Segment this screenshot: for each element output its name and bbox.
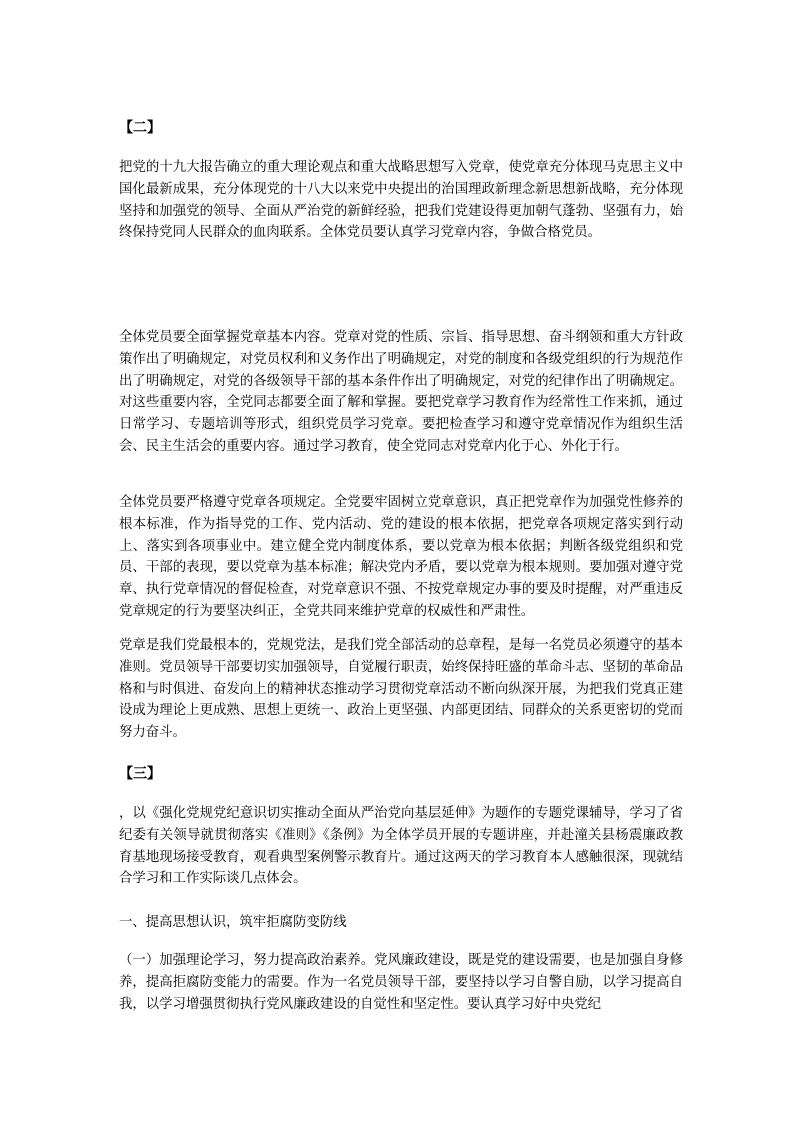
- paragraph-intro: 把党的十九大报告确立的重大理论观点和重大战略思想写入党章，使党章充分体现马克思主义中国化最新成果，充分体现党的十八大以来党中央提出的治国理政新理念新思想新战略，充分体现坚持和加强党的领导、全面从严治党的新鲜经验，把我们党建设得更加朝气蓬勃、坚强有力，始终保持党同人民群众的血肉联系。全体党员要认真学习党章内容，争做合格党员。: [119, 160, 683, 241]
- paragraph-fundamental: 党章是我们党最根本的，党规党法，是我们党全部活动的总章程，是每一名党员必须遵守的基本准则。党员领导干部要切实加强领导，自觉履行职责，始终保持旺盛的革命斗志、坚韧的革命品格和与时俱进、奋发向上的精神状态推动学习贯彻党章活动不断向纵深开展，为把我们党真正建设成为理论上更成熟、思想上更统一、政治上更坚强、内部更团结、同群众的关系更密切的党而努力奋斗。: [119, 638, 683, 741]
- paragraph-theory-study: （一）加强理论学习，努力提高政治素养。党风廉政建设，既是党的建设需要，也是加强自身修养，提高拒腐防变能力的需要。作为一名党员领导干部，要坚持以学习自警自励，以学习提高自我，以学习增强贯彻执行党风廉政建设的自觉性和坚定性。要认真学习好中央党纪: [119, 953, 683, 1012]
- paragraph-obey-rules: 全体党员要严格遵守党章各项规定。全党要牢固树立党章意识，真正把党章作为加强党性修养的根本标准，作为指导党的工作、党内活动、党的建设的根本依据，把党章各项规定落实到行动上、落实到各项事业中。建立健全党内制度体系，要以党章为根本依据；判断各级党组织和党员、干部的表现，要以党章为基本标准；解决党内矛盾，要以党章为根本规则。要加强对遵守党章、执行党章情况的督促检查，对党章意识不强、不按党章规定办事的要及时提醒，对严重违反党章规定的行为要坚决纠正，全党共同来维护党章的权威性和严肃性。: [119, 495, 683, 619]
- paragraph-master-content: 全体党员要全面掌握党章基本内容。党章对党的性质、宗旨、指导思想、奋斗纲领和重大方针政策作出了明确规定，对党员权利和义务作出了明确规定，对党的制度和各级党组织的行为规范作出了明确规定，对党的各级领导干部的基本条件作出了明确规定，对党的纪律作出了明确规定。对这些重要内容，全党同志都要全面了解和掌握。要把党章学习教育作为经常性工作来抓，通过日常学习、专题培训等形式，组织党员学习党章。要把检查学习和遵守党章情况作为组织生活会、民主生活会的重要内容。通过学习教育，使全党同志对党章内化于心、外化于行。: [119, 330, 683, 454]
- subheading-one: 一、提高思想认识，筑牢拒腐防变防线: [119, 915, 347, 930]
- section-heading-2: 【二】: [119, 120, 161, 136]
- paragraph-lecture: ，以《强化党规党纪意识切实推动全面从严治党向基层延伸》为题作的专题党课辅导，学习了省纪委有关领导就贯彻落实《准则》《条例》为全体学员开展的专题讲座，并赴潼关县杨震廉政教育基地现场接受教育，观看典型案例警示教育片。通过这两天的学习教育本人感触很深，现就结合学习和工作实际谈几点体会。: [119, 806, 683, 887]
- section-heading-3: 【三】: [119, 766, 161, 782]
